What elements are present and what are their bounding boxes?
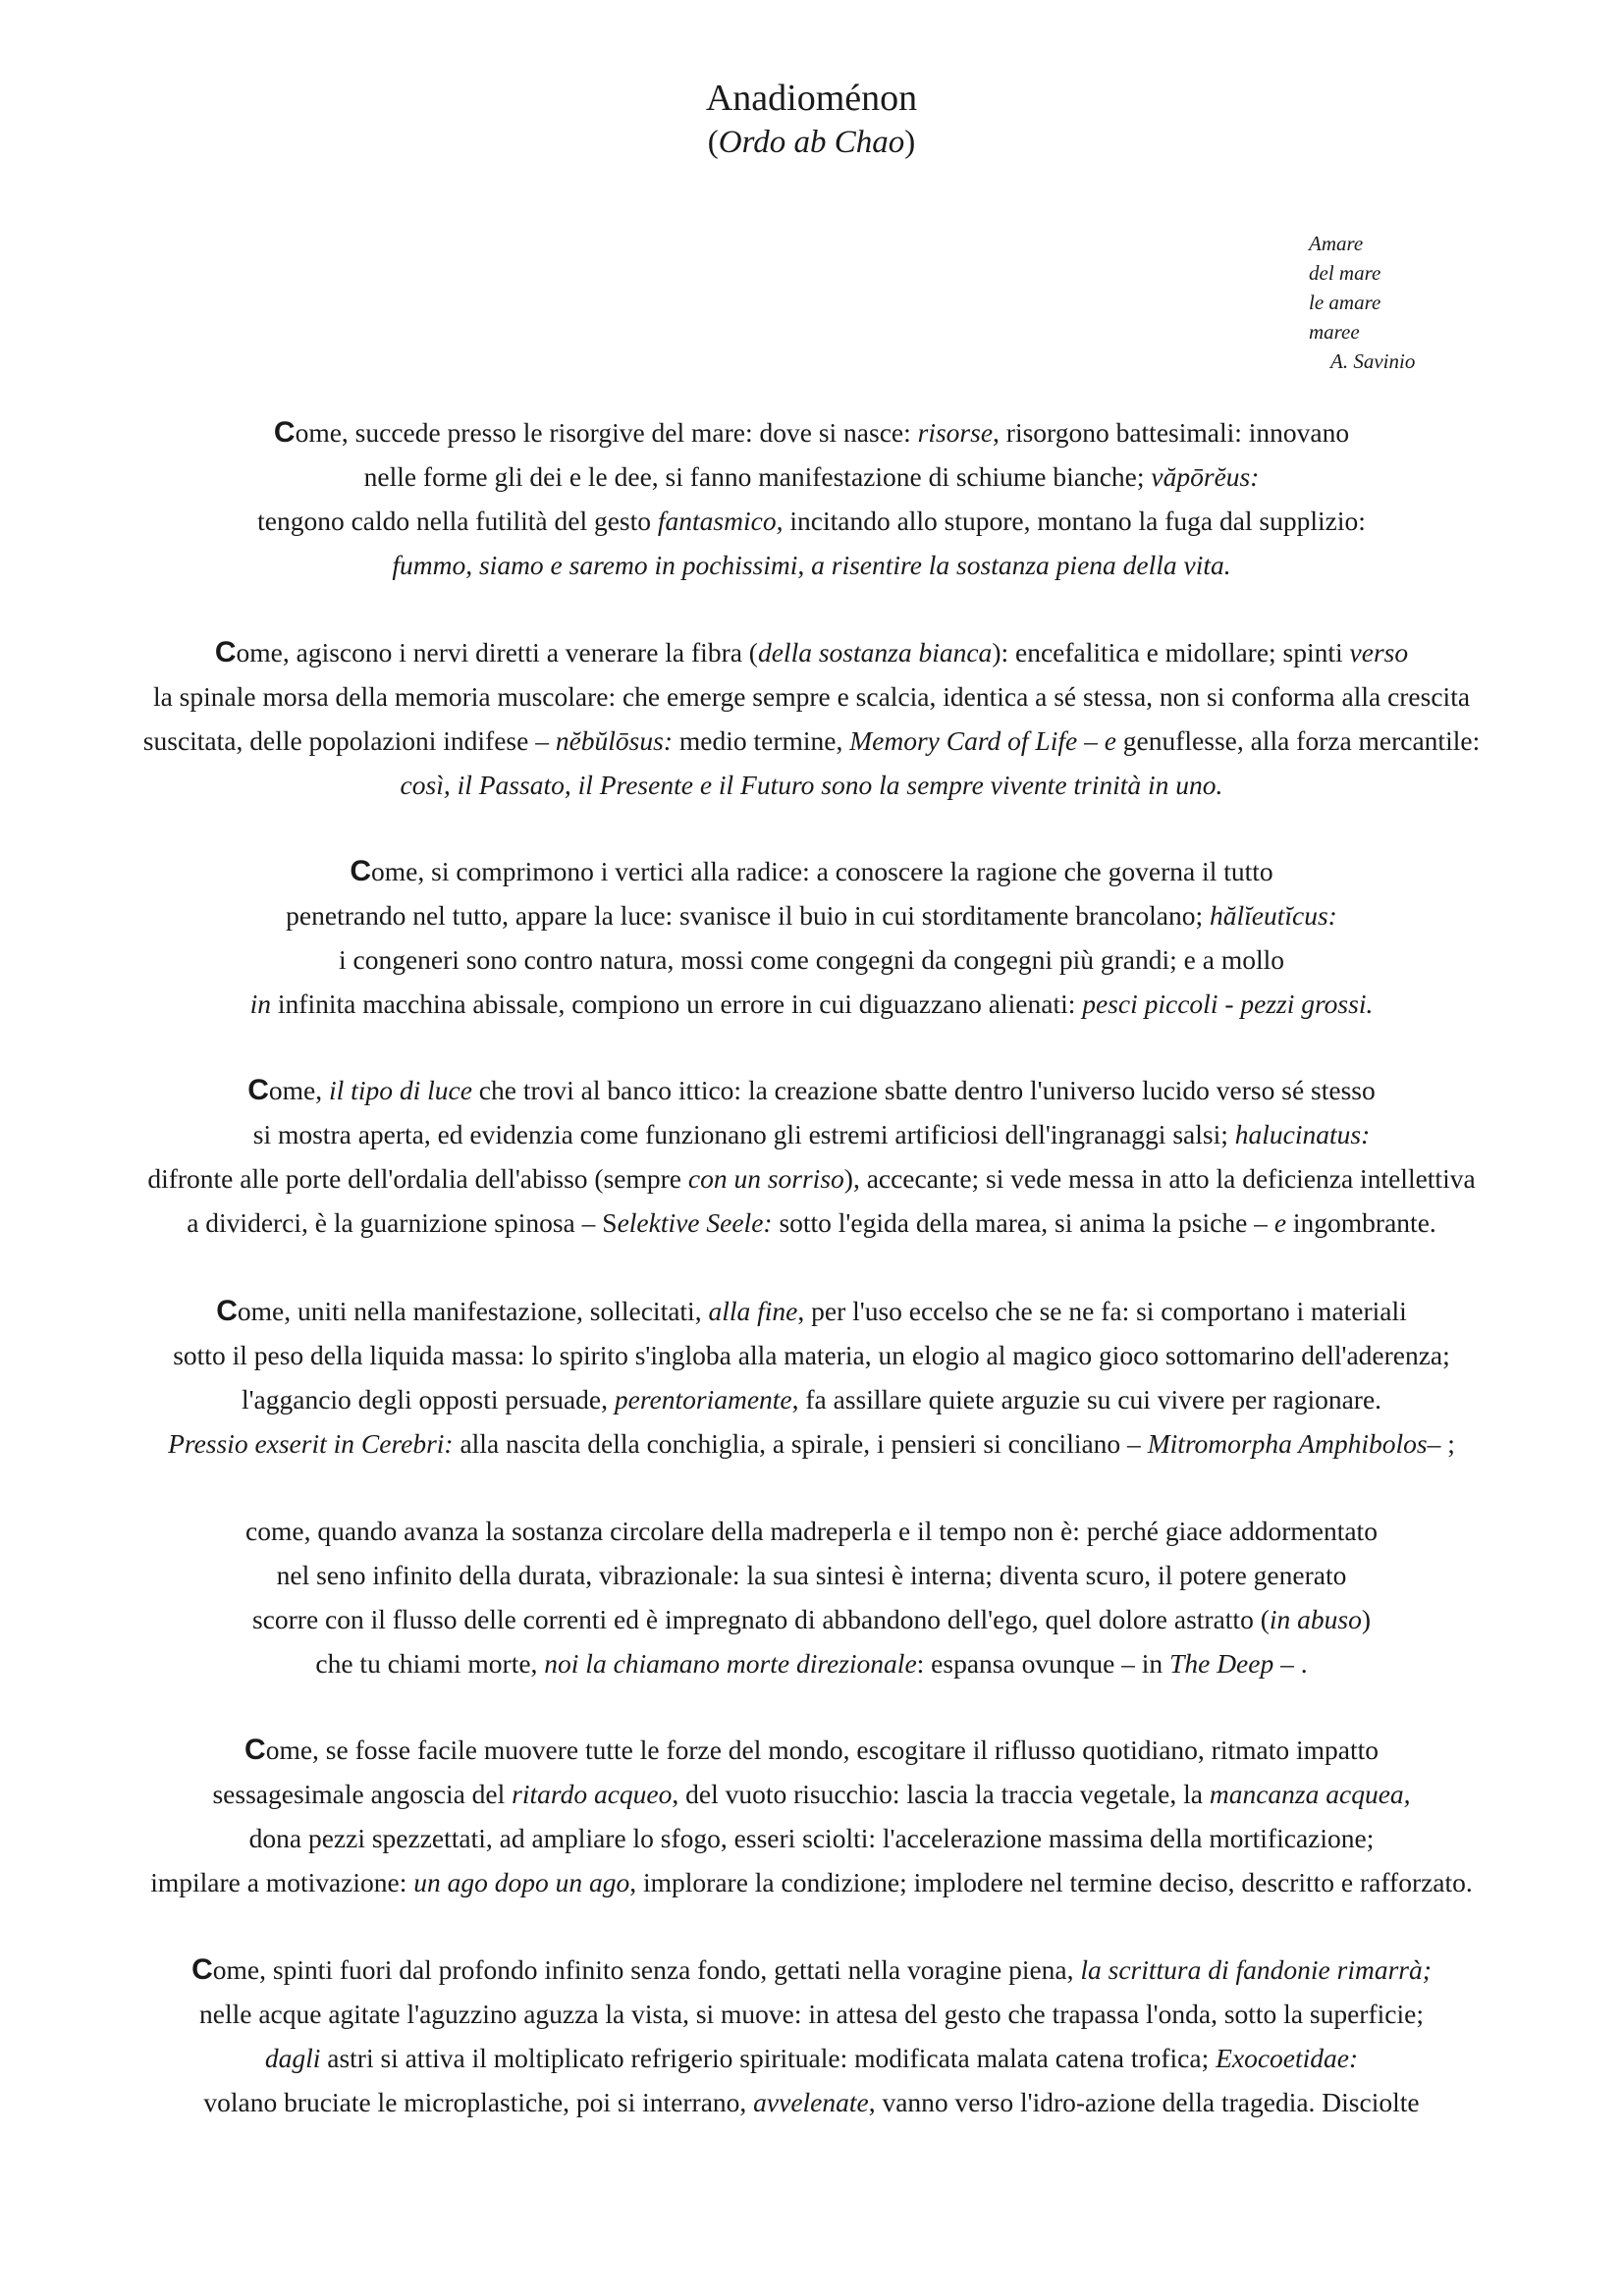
text-segment: suscitata, delle popolazioni indifese – <box>142 725 556 756</box>
stanza <box>88 1289 1535 1466</box>
text-segment: scorre con il flusso delle correnti ed è impregnato di abbandono dell'ego, quel dolore astratto ( <box>251 1604 1270 1634</box>
text-segment: medio termine, <box>673 725 850 756</box>
stanza <box>88 1948 1535 2124</box>
text-segment: , fa assillare quiete arguzie su cui vivere per ragionare. <box>791 1384 1382 1415</box>
poem-line <box>88 499 1535 543</box>
italic-phrase: il tipo di luce <box>329 1075 472 1105</box>
poem-line <box>88 937 1535 982</box>
text-segment: tengono caldo nella futilità del gesto <box>257 506 658 536</box>
stanza <box>88 410 1535 587</box>
poem-line <box>88 1333 1535 1377</box>
text-segment: che tu chiami morte, <box>315 1648 545 1679</box>
stanza <box>88 630 1535 807</box>
poem-line <box>88 454 1535 499</box>
epigraph-line: del mare <box>1309 261 1381 285</box>
poem-line <box>88 719 1535 763</box>
italic-phrase: con un sorriso <box>687 1163 844 1194</box>
poem-line <box>88 1816 1535 1860</box>
italic-phrase: dagli <box>264 2043 321 2073</box>
text-segment: incitando allo stupore, montano la fuga dal supplizio: <box>783 506 1366 536</box>
text-segment: , per l'uso eccelso che se ne fa: si comportano i materiali <box>797 1296 1407 1326</box>
text-segment: ome, succede presso le risorgive del mare: dove si nasce: <box>295 417 918 448</box>
italic-phrase: The Deep <box>1169 1648 1274 1679</box>
text-segment: i congeneri sono contro natura, mossi come congegni da congegni più grandi; e a mollo <box>338 944 1284 975</box>
italic-phrase: nĕbŭlōsus: <box>555 725 673 756</box>
text-segment: ): encefalitica e midollare; spinti <box>992 637 1350 667</box>
text-segment: alla nascita della conchiglia, a spirale, i pensieri si conciliano – <box>453 1428 1148 1459</box>
epigraph-line: le amare <box>1309 291 1381 314</box>
poem-line <box>88 1728 1535 1772</box>
text-segment: l'aggancio degli opposti persuade, <box>241 1384 615 1415</box>
text-segment: , risorgono battesimali: innovano <box>993 417 1350 448</box>
text-segment: volano bruciate le microplastiche, poi si interrano, <box>203 2087 754 2117</box>
italic-phrase: in <box>249 988 272 1019</box>
text-segment: la spinale morsa della memoria muscolare: che emerge sempre e scalcia, identica a sé stessa, non si conforma alla crescita <box>152 681 1471 712</box>
italic-phrase: alla fine <box>708 1296 798 1326</box>
poem-line <box>88 982 1535 1026</box>
text-segment: – . <box>1273 1648 1308 1679</box>
drop-cap: C <box>273 416 296 449</box>
text-segment: ome, se fosse facile muovere tutte le forze del mondo, escogitare il riflusso quotidiano, ritmato impatto <box>265 1735 1379 1765</box>
italic-phrase: della sostanza bianca <box>757 637 993 667</box>
stanza <box>88 1068 1535 1245</box>
text-segment: genuflesse, alla forza mercantile: <box>1115 725 1481 756</box>
poem-line <box>88 1948 1535 1992</box>
text-segment: sessagesimale angoscia del <box>212 1779 513 1809</box>
italic-phrase: mancanza acquea, <box>1209 1779 1411 1809</box>
poem-line <box>88 1553 1535 1597</box>
italic-phrase: ritardo acqueo <box>512 1779 673 1809</box>
text-segment: ) <box>1361 1604 1371 1634</box>
poem-line <box>88 1112 1535 1156</box>
text-segment: ome, agiscono i nervi diretti a venerare la fibra ( <box>236 637 758 667</box>
italic-phrase: Mitromorpha Amphibolos <box>1147 1428 1428 1459</box>
poem-title: Anadioménon <box>705 78 918 119</box>
poem-line <box>88 1201 1535 1245</box>
text-segment: infinita macchina abissale, compiono un errore in cui diguazzano alienati: <box>271 988 1083 1019</box>
italic-phrase: pesci piccoli - pezzi grossi. <box>1082 988 1374 1019</box>
text-segment: ome, uniti nella manifestazione, sollecitati, <box>237 1296 709 1326</box>
italic-phrase: Memory Card of Life <box>849 725 1078 756</box>
italic-phrase: la scrittura di fandonie rimarrà; <box>1080 1954 1432 1985</box>
stanza <box>88 849 1535 1026</box>
poem-line <box>88 2080 1535 2124</box>
poem-line <box>88 1289 1535 1333</box>
poem-line <box>88 763 1535 807</box>
poem-line <box>88 1597 1535 1641</box>
poem-line <box>88 1509 1535 1553</box>
italic-phrase: halucinatus: <box>1234 1119 1371 1149</box>
text-segment: sotto il peso della liquida massa: lo spirito s'ingloba alla materia, un elogio al magico gioco sottomarino dell'aderenza; <box>173 1340 1450 1370</box>
text-segment: penetrando nel tutto, appare la luce: svanisce il buio in cui storditamente brancolano; <box>286 900 1210 931</box>
subtitle-close-paren: ) <box>904 125 916 160</box>
text-segment: astri si attiva il moltiplicato refrigerio spirituale: modificata malata catena trofica; <box>320 2043 1217 2073</box>
poem-line <box>88 410 1535 454</box>
poem-line <box>88 1860 1535 1904</box>
text-segment: si mostra aperta, ed evidenzia come funzionano gli estremi artificiosi dell'ingranaggi salsi; <box>252 1119 1235 1149</box>
text-segment: : espansa ovunque – in <box>916 1648 1170 1679</box>
poem-line <box>88 1156 1535 1201</box>
drop-cap: C <box>350 855 372 887</box>
text-segment: a dividerci, è la guarnizione spinosa – S <box>187 1207 618 1238</box>
text-segment: nelle acque agitate l'aguzzino aguzza la vista, si muove: in attesa del gesto che trapassa l'onda, sotto la superficie; <box>199 1999 1424 2029</box>
italic-phrase: noi la chiamano morte direzionale <box>544 1648 917 1679</box>
subtitle-open-paren: ( <box>707 125 719 160</box>
text-segment: , vanno verso l'idro-azione della tragedia. Disciolte <box>868 2087 1420 2117</box>
poem-line <box>88 1772 1535 1816</box>
drop-cap: C <box>214 636 237 668</box>
poem-line <box>88 1421 1535 1466</box>
text-segment: sotto l'egida della marea, si anima la psiche – <box>772 1207 1274 1238</box>
text-segment: ), accecante; si vede messa in atto la deficienza intellettiva <box>843 1163 1476 1194</box>
poem-subtitle <box>0 123 1623 162</box>
italic-phrase: risorse <box>917 417 994 448</box>
poem-line <box>88 674 1535 719</box>
epigraph-line: maree <box>1309 320 1360 344</box>
text-segment: ome, spinti fuori dal profondo infinito senza fondo, gettati nella voragine piena, <box>212 1954 1081 1985</box>
drop-cap: C <box>191 1953 213 1986</box>
stanza <box>88 1509 1535 1685</box>
italic-phrase: hălĭeutĭcus: <box>1209 900 1337 931</box>
italic-phrase: così, il Passato, il Presente e il Futuro sono la sempre vivente trinità in uno. <box>400 770 1223 800</box>
text-segment: impilare a motivazione: <box>150 1867 414 1897</box>
poem-line <box>88 2036 1535 2080</box>
text-segment: nel seno infinito della durata, vibrazionale: la sua sintesi è interna; diventa scuro, il potere generato <box>276 1560 1347 1590</box>
drop-cap: C <box>244 1734 266 1766</box>
italic-phrase: Exocoetidae: <box>1216 2043 1359 2073</box>
poem-line <box>88 1641 1535 1685</box>
text-segment: come, quando avanza la sostanza circolare della madreperla e il tempo non è: perché giace addormentato <box>245 1516 1378 1546</box>
poem-line <box>88 630 1535 674</box>
italic-phrase: fummo, siamo e saremo in pochissimi, a risentire la sostanza piena della vita. <box>392 550 1231 580</box>
poem-line <box>88 1068 1535 1112</box>
poem-line <box>88 1377 1535 1421</box>
italic-phrase: văpōrĕus: <box>1151 461 1260 492</box>
epigraph-author: A. Savinio <box>1330 349 1416 373</box>
text-segment: – ; <box>1427 1428 1455 1459</box>
italic-phrase: elektive Seele: <box>617 1207 773 1238</box>
poem-line <box>88 849 1535 893</box>
text-segment: , del vuoto risucchio: lascia la traccia vegetale, la <box>672 1779 1210 1809</box>
poem-line <box>88 543 1535 587</box>
drop-cap: C <box>247 1074 269 1106</box>
italic-phrase: e <box>1273 1207 1287 1238</box>
italic-phrase: Pressio exserit in Cerebri: <box>168 1428 454 1459</box>
italic-phrase: verso <box>1349 637 1409 667</box>
poem-line <box>88 1992 1535 2036</box>
text-segment: nelle forme gli dei e le dee, si fanno manifestazione di schiume bianche; <box>363 461 1152 492</box>
text-segment: dona pezzi spezzettati, ad ampliare lo sfogo, esseri sciolti: l'accelerazione massima della mortificazione; <box>248 1823 1375 1853</box>
epigraph-line: Amare <box>1309 232 1364 255</box>
italic-phrase: un ago dopo un ago <box>413 1867 630 1897</box>
text-segment: ome, <box>268 1075 330 1105</box>
text-segment: ingombrante. <box>1286 1207 1436 1238</box>
italic-phrase: perentoriamente <box>614 1384 792 1415</box>
stanza <box>88 1728 1535 1904</box>
poem-line <box>88 893 1535 937</box>
italic-phrase: in abuso <box>1269 1604 1362 1634</box>
epigraph <box>1309 229 1584 376</box>
italic-phrase: e <box>1104 725 1116 756</box>
subtitle-text: Ordo ab Chao <box>718 125 905 160</box>
text-segment: ome, si comprimono i vertici alla radice: a conoscere la ragione che governa il tutto <box>371 856 1273 886</box>
italic-phrase: avvelenate <box>753 2087 869 2117</box>
text-segment: – <box>1077 725 1105 756</box>
text-segment: che trovi al banco ittico: la creazione sbatte dentro l'universo lucido verso sé stesso <box>471 1075 1376 1105</box>
drop-cap: C <box>216 1295 238 1327</box>
italic-phrase: fantasmico, <box>657 506 784 536</box>
text-segment: difronte alle porte dell'ordalia dell'abisso (sempre <box>147 1163 688 1194</box>
text-segment: , implorare la condizione; implodere nel termine deciso, descritto e rafforzato. <box>629 1867 1473 1897</box>
